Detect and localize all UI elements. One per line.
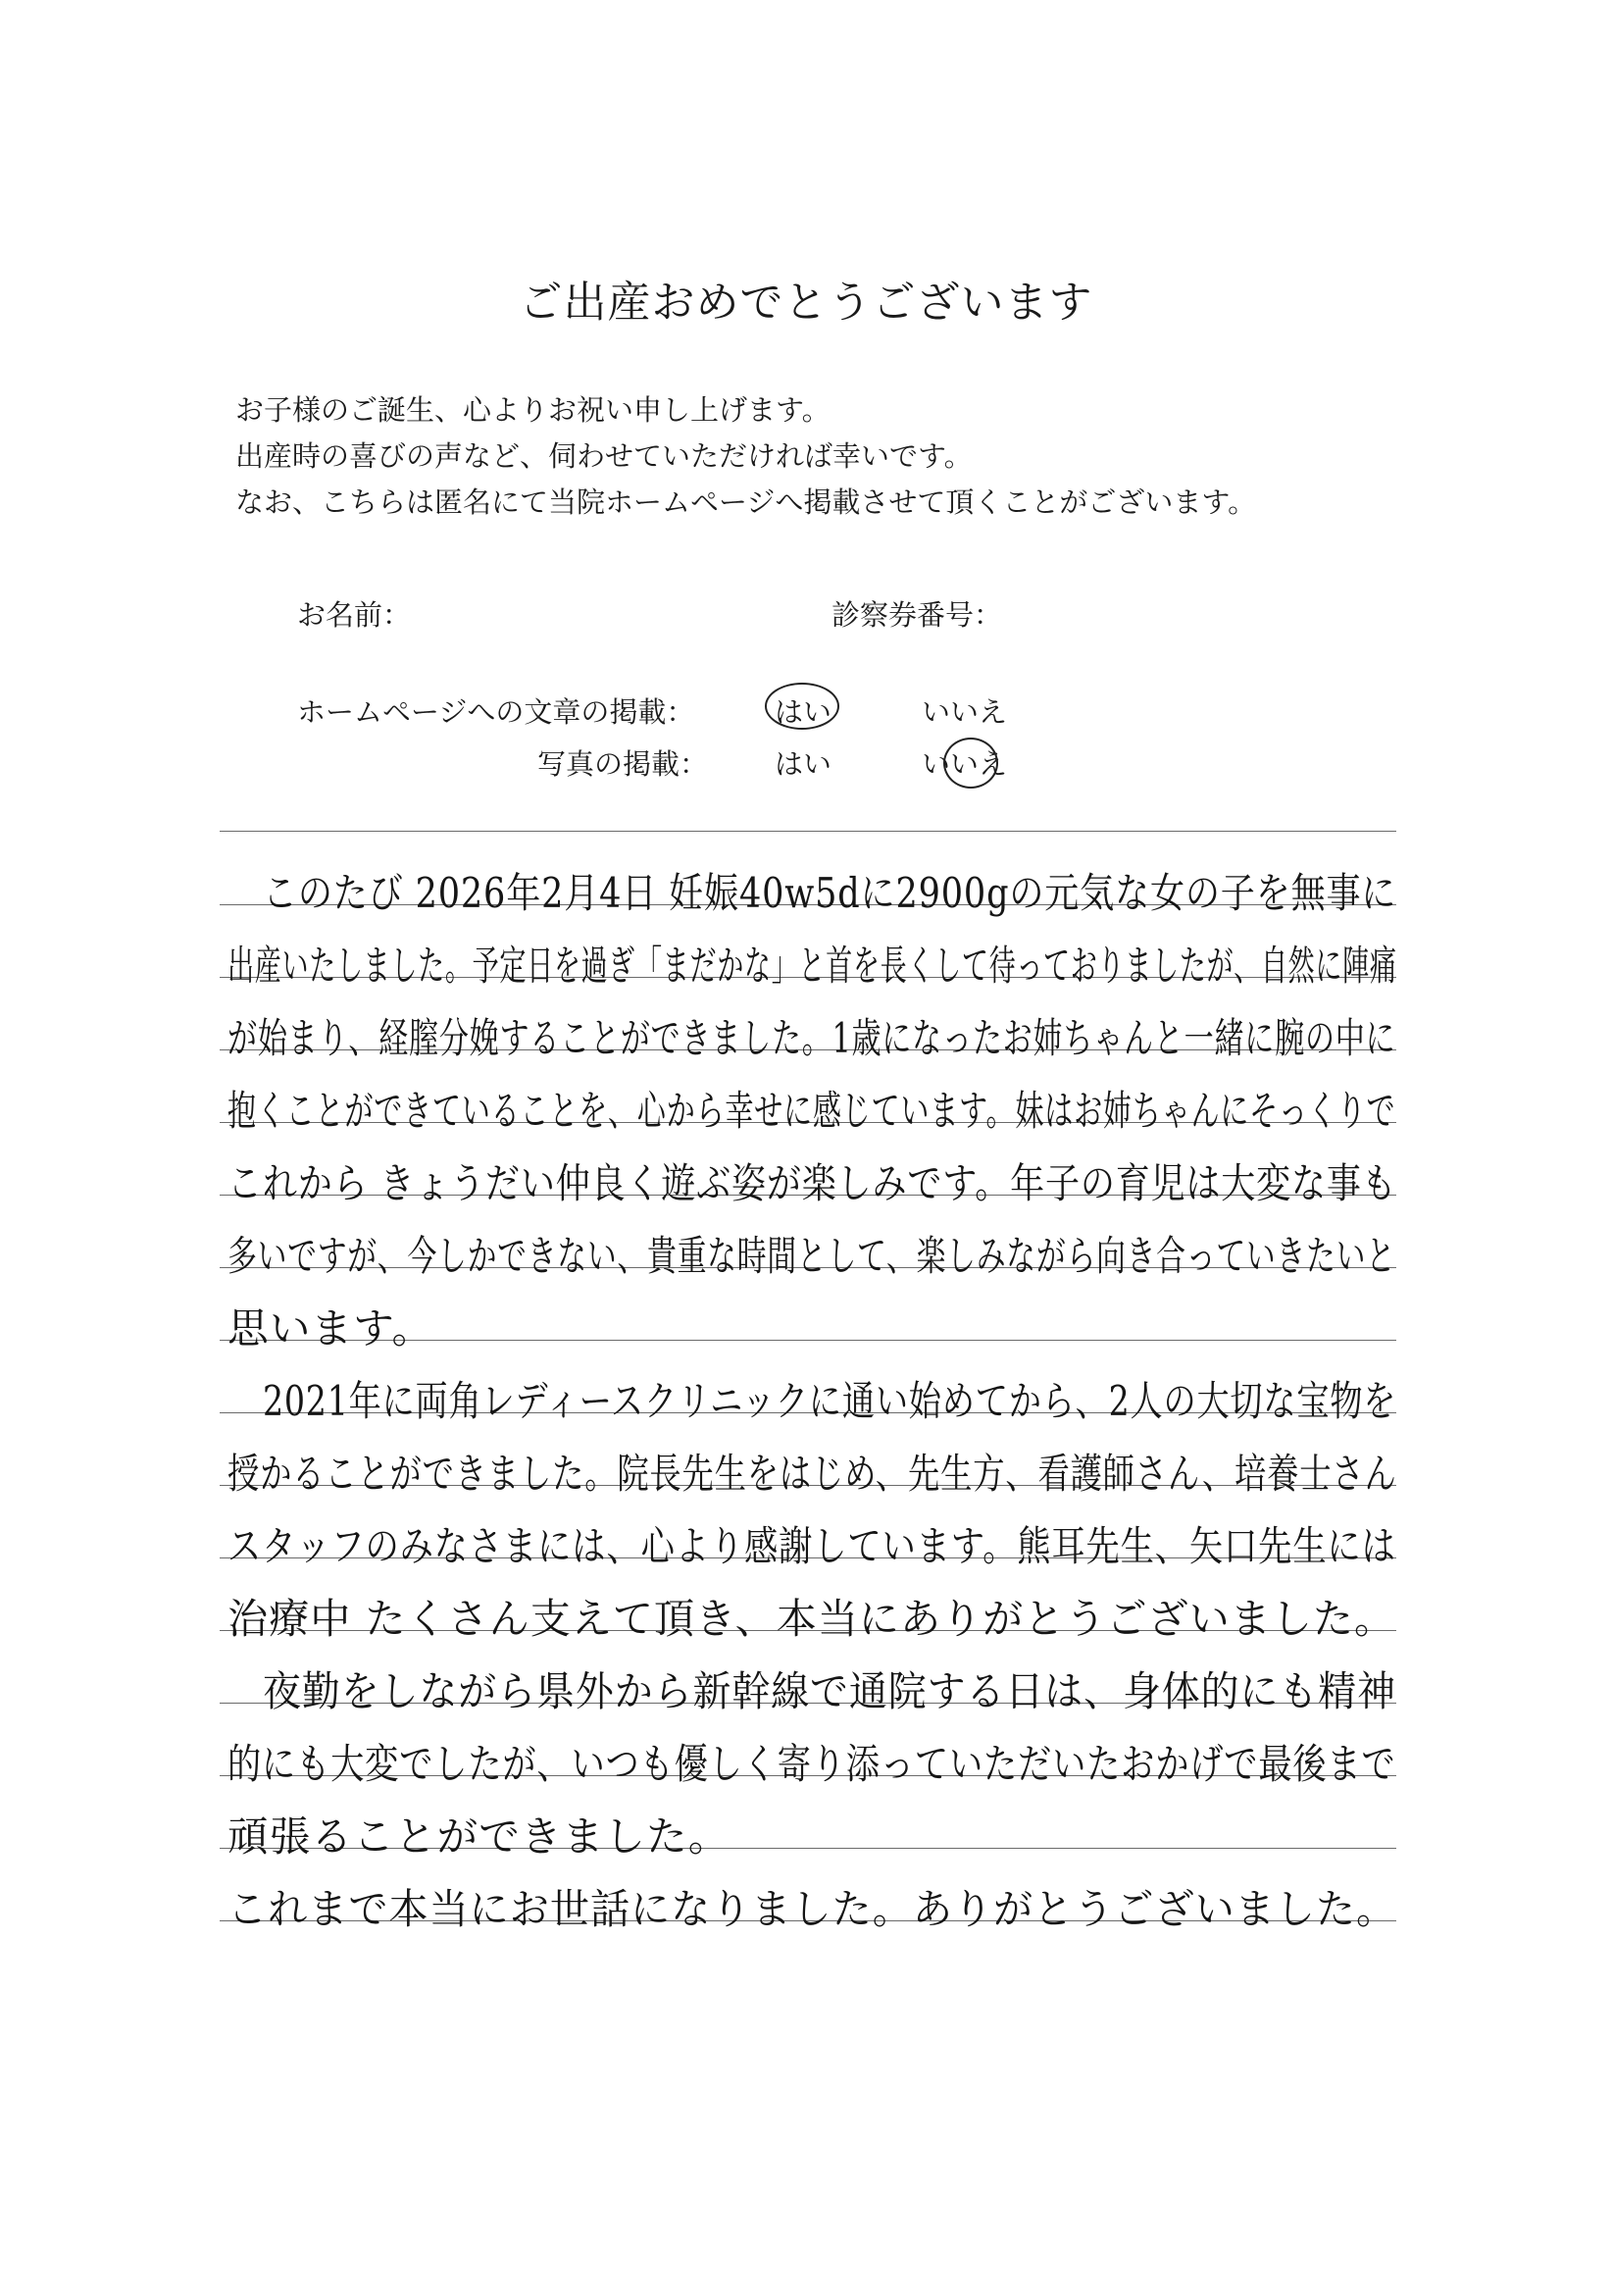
photo-consent-no[interactable]: いいえ xyxy=(922,747,1008,781)
ruled-line xyxy=(220,831,1396,832)
handwritten-line: が始まり、経膣分娩することができました。1歳になったお姉ちゃんと一緒に腕の中に xyxy=(227,1014,1396,1062)
handwritten-line: 治療中 たくさん支えて頂き、本当にありがとうございました。 xyxy=(227,1595,1396,1643)
photo-consent-yes[interactable]: はい xyxy=(775,747,832,781)
handwritten-line: 多いですが、今しかできない、貴重な時間として、楽しみながら向き合っていきたいと xyxy=(227,1232,1396,1280)
patient-number-field-label: 診察券番号： xyxy=(831,598,1003,632)
handwritten-line: 夜勤をしながら県外から新幹線で通院する日は、身体的にも精神 xyxy=(263,1667,1396,1715)
handwritten-line: 授かることができました。院長先生をはじめ、先生方、看護師さん、培養士さん xyxy=(227,1450,1397,1498)
photo-consent-selected-circle xyxy=(943,738,998,789)
name-field-label: お名前： xyxy=(297,598,412,632)
homepage-consent-yes[interactable]: はい xyxy=(775,695,832,729)
photo-consent-label: 写真の掲載： xyxy=(537,747,709,781)
handwritten-line: 2021年に両角レディースクリニックに通い始めてから、2人の大切な宝物を xyxy=(263,1377,1397,1425)
handwritten-line: 思います。 xyxy=(227,1304,434,1352)
homepage-consent-label: ホームページへの文章の掲載： xyxy=(297,695,695,729)
homepage-consent-no[interactable]: いいえ xyxy=(922,695,1008,729)
handwritten-line: このたび 2026年2月4日 妊娠40w5dに2900gの元気な女の子を無事に xyxy=(263,869,1397,917)
intro-line: 出産時の喜びの声など、伺わせていただければ幸いです。 xyxy=(235,439,973,473)
intro-line: お子様のご誕生、心よりお祝い申し上げます。 xyxy=(235,393,831,427)
handwritten-line: 的にも大変でしたが、いつも優しく寄り添っていただいたおかげで最後まで xyxy=(227,1740,1396,1788)
handwritten-line: スタッフのみなさまには、心より感謝しています。熊耳先生、矢口先生には xyxy=(227,1522,1396,1570)
handwritten-line: 出産いたしました。予定日を過ぎ「まだかな」と首を長くして待っておりましたが、自然に陣痛 xyxy=(227,942,1397,990)
intro-line: なお、こちらは匿名にて当院ホームページへ掲載させて頂くことがございます。 xyxy=(235,485,1257,519)
homepage-consent-selected-circle xyxy=(765,683,839,730)
handwritten-line: 抱くことができていることを、心から幸せに感じています。妹はお姉ちゃんにそっくりで xyxy=(227,1087,1396,1135)
page-title: ご出産おめでとうございます xyxy=(519,278,1093,328)
intro-text xyxy=(235,387,1256,526)
handwritten-line: これまで本当にお世話になりました。ありがとうございました。 xyxy=(227,1885,1397,1933)
handwritten-line: 頑張ることができました。 xyxy=(227,1812,730,1861)
handwritten-line: これから きょうだい仲良く遊ぶ姿が楽しみです。年子の育児は大変な事も xyxy=(227,1159,1397,1207)
